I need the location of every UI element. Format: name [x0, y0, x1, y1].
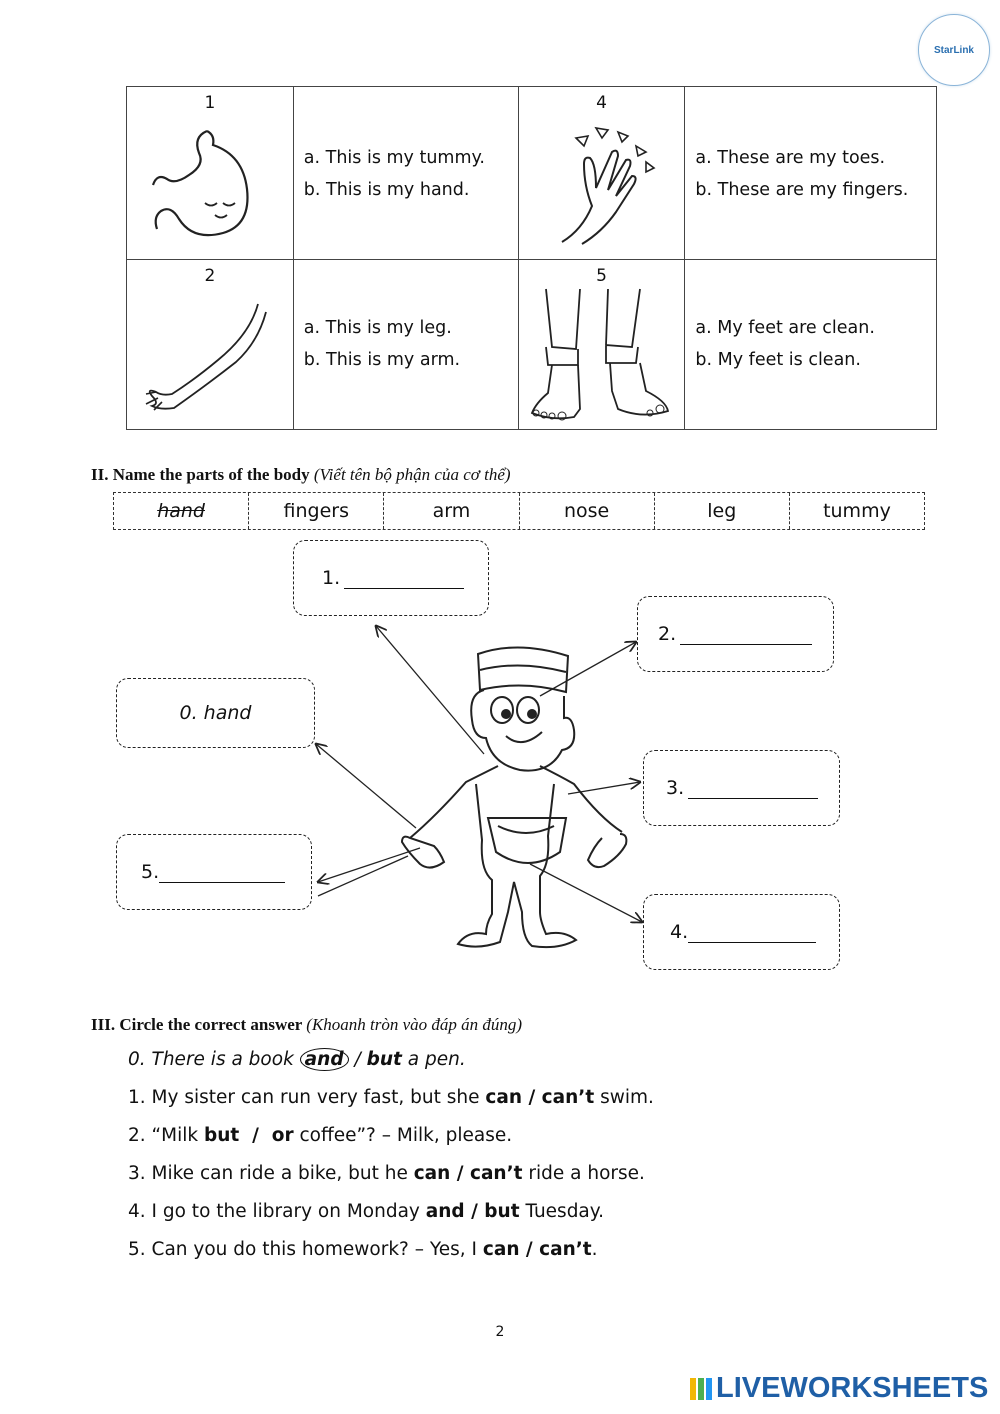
boy-figure [402, 647, 626, 947]
label-box-3: 3. [643, 750, 840, 826]
item-number: 1 [204, 93, 216, 113]
question-5: 5. Can you do this homework? – Yes, I can / can’t. [128, 1239, 598, 1260]
arrow-0 [316, 744, 416, 828]
answer-options[interactable]: but / or [203, 1125, 294, 1146]
option-a[interactable]: a. These are my toes. [695, 148, 886, 168]
question-2: 2. “Milk but / or coffee”? – Milk, please. [128, 1125, 513, 1146]
example-question: 0. There is a book and / but a pen. [128, 1049, 466, 1070]
label-box-4: 4. [643, 894, 840, 970]
starlink-logo: StarLink [918, 14, 990, 86]
arrow-1 [376, 626, 484, 754]
word-bank-item: tummy [823, 500, 891, 522]
section3-heading: III. Circle the correct answer (Khoanh tròn vào đáp án đúng) [91, 1015, 523, 1034]
question-4: 4. I go to the library on Monday and / but Tuesday. [128, 1201, 604, 1222]
label-box-5: 5. [116, 834, 312, 910]
stomach-icon [145, 123, 275, 243]
feet-icon [526, 287, 676, 425]
word-bank-item: nose [520, 493, 655, 529]
label-box-2: 2. [637, 596, 834, 672]
body-diagram [0, 530, 1000, 990]
label-box-1: 1. [293, 540, 489, 616]
section1-table [126, 86, 937, 430]
option-b[interactable]: b. My feet is clean. [695, 350, 861, 370]
section2-heading: II. Name the parts of the body (Viết tên bộ phận của cơ thể) [91, 465, 511, 484]
arrow-5a [318, 848, 420, 882]
answer-options[interactable]: can / can’t [482, 1239, 592, 1260]
page-number: 2 [495, 1324, 505, 1340]
option-b[interactable]: b. This is my arm. [303, 350, 461, 370]
question-1: 1. My sister can run very fast, but she can / can’t swim. [128, 1087, 654, 1108]
arrow-3 [568, 782, 640, 794]
answer-blank-3[interactable] [688, 778, 818, 799]
word-bank-item: hand [114, 493, 249, 529]
answer-options[interactable]: and / but [425, 1201, 520, 1222]
table-row [127, 260, 937, 430]
option-a[interactable]: a. This is my leg. [303, 318, 452, 338]
option-a[interactable]: a. This is my tummy. [303, 148, 485, 168]
item-number: 2 [204, 266, 216, 286]
answer-blank-4[interactable] [688, 922, 816, 943]
word-bank-item: leg [655, 493, 790, 529]
answer-blank-5[interactable] [159, 862, 285, 883]
arrow-5b [318, 856, 408, 896]
circled-answer: and [300, 1048, 349, 1071]
label-box-0: 0. hand [116, 678, 315, 748]
question-3: 3. Mike can ride a bike, but he can / can’t ride a horse. [128, 1163, 645, 1184]
word-bank [113, 492, 925, 530]
answer-blank-1[interactable] [344, 568, 464, 589]
fingers-icon [536, 118, 666, 248]
arrow-4 [530, 864, 642, 922]
word-bank-item: fingers [249, 493, 384, 529]
answer-options[interactable]: can / can’t [413, 1163, 523, 1184]
item-number: 5 [596, 266, 607, 286]
option-b[interactable]: b. These are my fingers. [695, 180, 909, 200]
liveworksheets-logo: LIVEWORKSHEETS [690, 1372, 988, 1405]
table-row [127, 87, 937, 260]
option-a[interactable]: a. My feet are clean. [695, 318, 875, 338]
word-bank-item: arm [384, 493, 519, 529]
option-b[interactable]: b. This is my hand. [303, 180, 470, 200]
item-number: 4 [596, 93, 607, 113]
brand-bars-icon [690, 1378, 712, 1400]
answer-blank-2[interactable] [680, 624, 812, 645]
answer-options[interactable]: can / can’t [485, 1087, 595, 1108]
arm-icon [140, 296, 280, 416]
